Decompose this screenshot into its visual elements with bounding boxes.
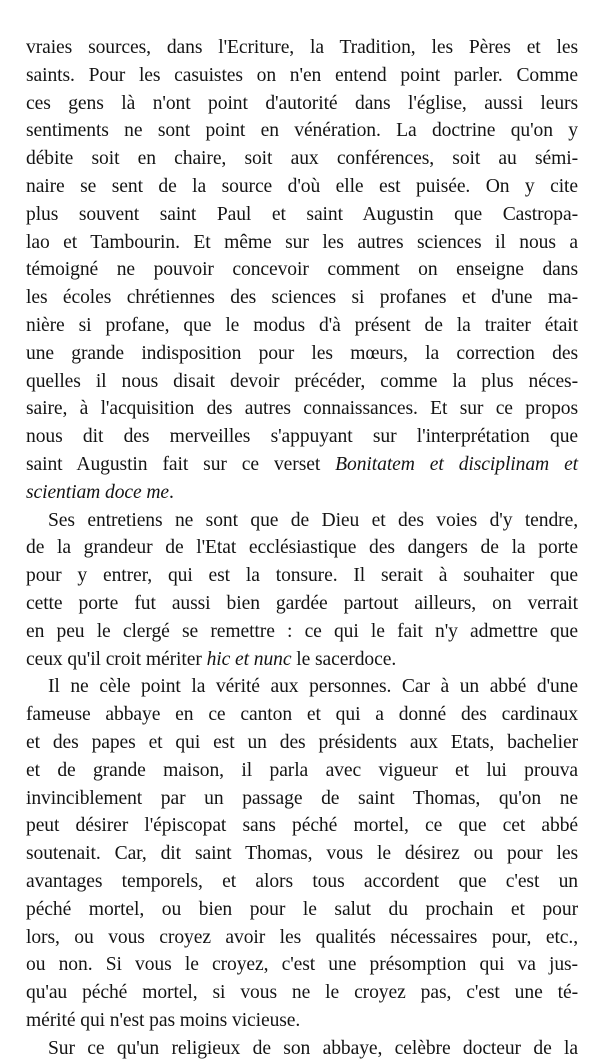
text-line: ou non. Si vous le croyez, c'est une présomption qui va jus- [26, 954, 578, 976]
text-line: peut désirer l'épiscopat sans péché mortel, ce que cet abbé [26, 815, 578, 837]
latin-phrase: Bonitatem et disciplinam et [335, 453, 579, 475]
text-line: soutenait. Car, dit saint Thomas, vous le désirez ou pour les [26, 843, 578, 865]
text-line: plus souvent saint Paul et saint Augustin que Castropa- [26, 203, 578, 225]
text-line: sentiments ne sont point en vénération. La doctrine qu'on y [26, 120, 578, 142]
text-line: péché mortel, ou bien pour le salut du prochain et pour [26, 898, 578, 920]
paragraph [26, 1035, 578, 1062]
text-line: qu'au péché mortel, si vous ne le croyez pas, c'est une té- [26, 982, 578, 1004]
paragraph [26, 673, 578, 1034]
text-line: fameuse abbaye en ce canton et qui a donné des cardinaux [26, 704, 578, 726]
text-line: mérité qui n'est pas moins vicieuse. [26, 1009, 301, 1031]
text-line: cette porte fut aussi bien gardée partout ailleurs, on verrait [26, 592, 578, 614]
text-line: ceux qu'il croit mériter hic et nunc le sacerdoce. [26, 648, 397, 670]
text-line: Sur ce qu'un religieux de son abbaye, celèbre docteur de la [48, 1037, 578, 1059]
text-line: saints. Pour les casuistes on n'en entend point parler. Comme [26, 64, 578, 86]
body-text [26, 34, 578, 1062]
text-line: scientiam doce me. [26, 481, 174, 503]
paragraph [26, 34, 578, 507]
text-line: saint Augustin fait sur ce verset Bonitatem et disciplinam et [26, 453, 579, 475]
text-line: pour y entrer, qui est la tonsure. Il serait à souhaiter que [26, 565, 578, 587]
text-line: témoigné ne pouvoir concevoir comment on enseigne dans [26, 259, 578, 281]
text-line: et de grande maison, il parla avec vigueur et lui prouva [26, 759, 578, 781]
text-line: avantages temporels, et alors tous accordent que c'est un [26, 870, 578, 892]
latin-phrase: scientiam doce me [26, 481, 170, 503]
text-line: invinciblement par un passage de saint Thomas, qu'on ne [26, 787, 578, 809]
text-line: une grande indisposition pour les mœurs, la correction des [26, 342, 578, 364]
text-line: lors, ou vous croyez avoir les qualités nécessaires pour, etc., [26, 926, 578, 948]
text-line: nous dit des merveilles s'appuyant sur l'interprétation que [26, 426, 578, 448]
latin-phrase: hic et nunc [206, 648, 292, 670]
text-line: ces gens là n'ont point d'autorité dans l'église, aussi leurs [26, 92, 578, 114]
text-line: et des papes et qui est un des présidents aux Etats, bachelier [26, 731, 578, 753]
text-line: nière si profane, que le modus d'à présent de la traiter était [26, 314, 578, 336]
text-line: saire, à l'acquisition des autres connaissances. Et sur ce propos [26, 398, 578, 420]
text-line: naire se sent de la source d'où elle est puisée. On y cite [26, 175, 578, 197]
text-line: de la grandeur de l'Etat ecclésiastique des dangers de la porte [26, 537, 578, 559]
paragraph [26, 507, 578, 674]
text-line: Il ne cèle point la vérité aux personnes. Car à un abbé d'une [48, 676, 578, 698]
text-line: les écoles chrétiennes des sciences si profanes et d'une ma- [26, 287, 578, 309]
text-line: en peu le clergé se remettre : ce qui le fait n'y admettre que [26, 620, 578, 642]
text-line: débite soit en chaire, soit aux conférences, soit au sémi- [26, 148, 578, 170]
text-line: lao et Tambourin. Et même sur les autres sciences il nous a [26, 231, 578, 253]
text-line: quelles il nous disait devoir précéder, comme la plus néces- [26, 370, 578, 392]
text-line: vraies sources, dans l'Ecriture, la Tradition, les Pères et les [26, 37, 578, 58]
text-line: Ses entretiens ne sont que de Dieu et des voies d'y tendre, [48, 509, 578, 531]
